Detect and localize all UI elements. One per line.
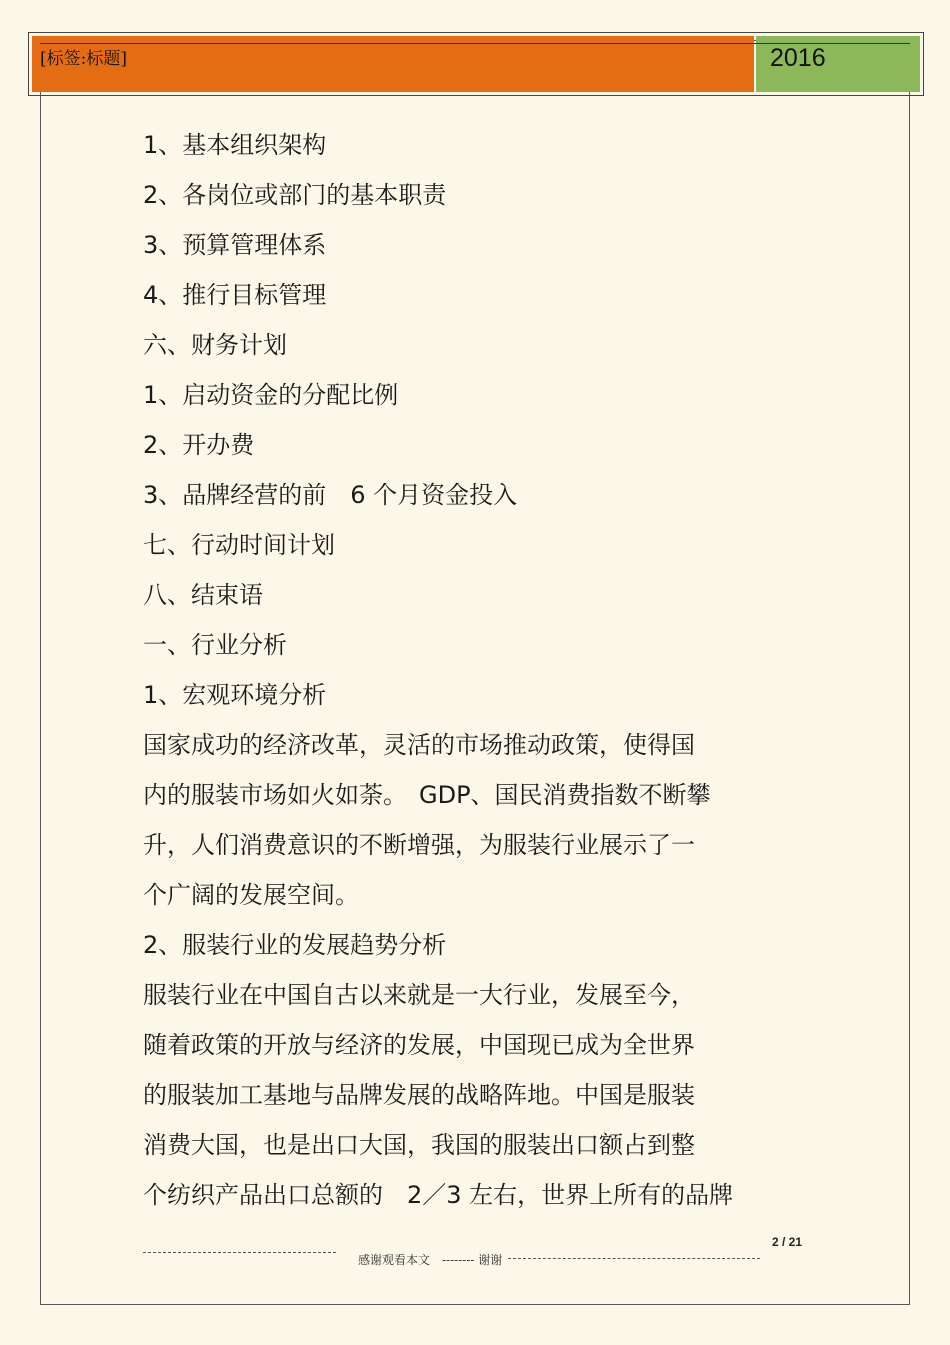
- page-number: 2 / 21: [772, 1235, 803, 1249]
- text-line: 1、启动资金的分配比例: [143, 381, 399, 409]
- paragraph-line: 国家成功的经济改革，灵活的市场推动政策，使得国: [143, 731, 695, 759]
- header-label: [标签:标题]: [40, 49, 127, 69]
- section-heading: 一、行业分析: [143, 631, 287, 659]
- paragraph-line: 消费大国，也是出口大国，我国的服装出口额占到整: [143, 1131, 695, 1159]
- text-line: 2、服装行业的发展趋势分析: [143, 931, 447, 959]
- section-heading: 八、结束语: [143, 581, 263, 609]
- paragraph-line: 个广阔的发展空间。: [143, 881, 359, 909]
- text-line: 2、开办费: [143, 431, 255, 459]
- paragraph-line: 内的服装市场如火如荼。 GDP、国民消费指数不断攀: [143, 781, 711, 809]
- section-heading: 六、财务计划: [143, 331, 287, 359]
- footer-divider: [508, 1258, 760, 1259]
- footer-text: 感谢观看本文 -------- 谢谢: [358, 1253, 503, 1267]
- text-line: 3、品牌经营的前 6 个月资金投入: [143, 481, 518, 509]
- document-body: [143, 125, 823, 1225]
- footer-divider: [143, 1252, 336, 1253]
- section-heading: 七、行动时间计划: [143, 531, 335, 559]
- text-line: 3、预算管理体系: [143, 231, 327, 259]
- text-line: 4、推行目标管理: [143, 281, 327, 309]
- paragraph-line: 个纺织产品出口总额的 2／3 左右，世界上所有的品牌: [143, 1181, 734, 1209]
- text-line: 2、各岗位或部门的基本职责: [143, 181, 447, 209]
- paragraph-line: 服装行业在中国自古以来就是一大行业，发展至今，: [143, 981, 695, 1009]
- paragraph-line: 的服装加工基地与品牌发展的战略阵地。中国是服装: [143, 1081, 695, 1109]
- header-year: 2016: [770, 44, 826, 72]
- paragraph-line: 升，人们消费意识的不断增强，为服装行业展示了一: [143, 831, 695, 859]
- text-line: 1、宏观环境分析: [143, 681, 327, 709]
- header-title-band: [32, 36, 754, 92]
- paragraph-line: 随着政策的开放与经济的发展，中国现已成为全世界: [143, 1031, 695, 1059]
- text-line: 1、基本组织架构: [143, 131, 327, 159]
